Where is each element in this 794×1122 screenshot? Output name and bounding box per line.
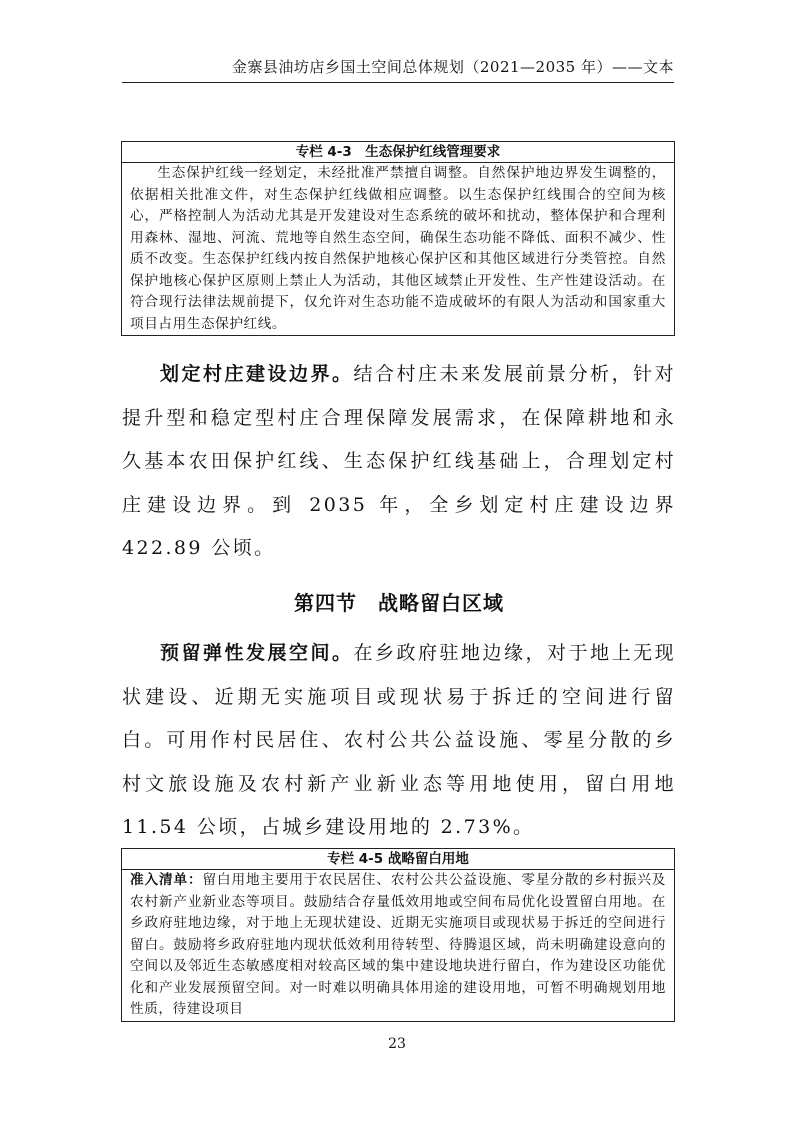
box-title: 专栏 4-3 生态保护红线管理要求	[122, 142, 674, 163]
section-title: 第四节 战略留白区域	[294, 591, 504, 615]
paragraph-village-boundary	[122, 353, 676, 571]
box-text: 留白用地主要用于农民居住、农村公共公益设施、零星分散的乡村振兴及农村新产业新业态等项目。鼓励结合存量低效用地或空间布局优化设置留白用地。在乡政府驻地边缘，对于地上无现状建设、近期无实施项目或现状易于拆迁的空间进行留白。鼓励将乡政府驻地内现状低效利用待转型、待腾退区域，尚未明确建设意向的空间以及邻近生态敏感度相对较高区域的集中建设地块进行留白，作为建设区功能优化和产业发展预留空间。对一时难以明确具体用途的建设用地，可暂不明确规划用地性质，待建设项目	[130, 872, 667, 1017]
box-body	[122, 163, 674, 335]
box-text: 生态保护红线一经划定，未经批准严禁擅自调整。自然保护地边界发生调整的，依据相关批准文件，对生态保护红线做相应调整。以生态保护红线围合的空间为核心，严格控制人为活动尤其是开发建设对生态系统的破坏和扰动，整体保护和合理利用森林、湿地、河流、荒地等自然生态空间，确保生态功能不降低、面积不减少、性质不改变。生态保护红线内按自然保护地核心保护区和其他区域进行分类管控。自然保护地核心保护区原则上禁止人为活动，其他区域禁止开发性、生产性建设活动。在符合现行法律法规前提下，仅允许对生态功能不造成破坏的有限人为活动和国家重大项目占用生态保护红线。	[130, 165, 666, 332]
sidebar-box-ecological-redline	[121, 141, 675, 336]
box-lead: 准入清单：	[130, 872, 203, 888]
page-number: 23	[388, 1036, 406, 1052]
running-header: 金寨县油坊店乡国土空间总体规划（2021—2035 年）——文本	[231, 58, 674, 76]
sidebar-box-strategic-reserve	[121, 848, 675, 1022]
header-rule	[122, 82, 674, 83]
paragraph-lead: 划定村庄建设边界。	[160, 363, 354, 385]
box-title: 专栏 4-5 战略留白用地	[122, 849, 674, 870]
box-body	[122, 870, 674, 1021]
paragraph-text: 结合村庄未来发展前景分析，针对提升型和稳定型村庄合理保障发展需求，在保障耕地和永久基本农田保护红线、生态保护红线基础上，合理划定村庄建设边界。到 2035 年，全乡划定村庄建设边界 422.89 公顷。	[122, 363, 676, 559]
paragraph-lead: 预留弹性发展空间。	[160, 642, 354, 664]
paragraph-text: 在乡政府驻地边缘，对于地上无现状建设、近期无实施项目或现状易于拆迁的空间进行留白。可用作村民居住、农村公共公益设施、零星分散的乡村文旅设施及农村新产业新业态等用地使用，留白用地 11.54 公顷，占城乡建设用地的 2.73%。	[122, 642, 676, 838]
box-text-block	[130, 870, 666, 1021]
paragraph-reserved-space	[122, 632, 676, 850]
